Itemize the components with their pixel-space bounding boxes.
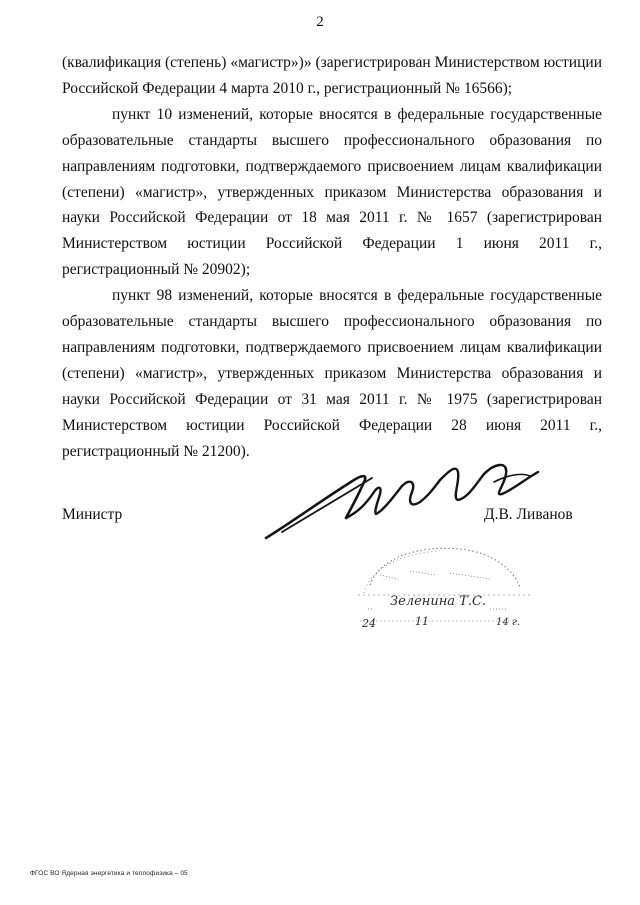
approval-stamp	[340, 535, 540, 645]
paragraph: пункт 98 изменений, которые вносятся в федеральные государственные образовательные стандарты высшего профессионального образования по направлениям подготовки, подтверждаемого присвоением лицам квалификации (степени) «магистр», утвержденных приказом Министерства образования и науки Российской Федерации от 31 мая 2011 г. № 1975 (зарегистрирован Министерством юстиции Российской Федерации 28 июня 2011 г., регистрационный № 21200).	[62, 287, 602, 460]
paragraph: (квалификация (степень) «магистр»)» (зарегистрирован Министерством юстиции Российской Федерации 4 марта 2010 г., регистрационный № 16566);	[62, 54, 602, 97]
stamp-date-day: 24	[362, 617, 376, 630]
signatory-title: Министр	[62, 506, 123, 523]
stamp-date-year: 14 г.	[496, 617, 521, 628]
document-footer: ФГОС ВО Ядерная энергетика и теплофизика – 05	[30, 870, 188, 877]
document-body	[62, 50, 602, 465]
page-number: 2	[316, 14, 324, 30]
paragraph: пункт 10 изменений, которые вносятся в федеральные государственные образовательные стандарты высшего профессионального образования по направлениям подготовки, подтверждаемого присвоением лицам квалификации (степени) «магистр», утвержденных приказом Министерства образования и науки Российской Федерации от 18 мая 2011 г. № 1657 (зарегистрирован Министерством юстиции Российской Федерации 1 июня 2011 г., регистрационный № 20902);	[62, 105, 602, 279]
stamp-date-month: 11	[415, 615, 429, 628]
handwritten-signature	[262, 452, 562, 542]
stamp-handwritten-name: Зеленина Т.С.	[390, 594, 487, 609]
signatory-name: Д.В. Ливанов	[484, 506, 573, 523]
